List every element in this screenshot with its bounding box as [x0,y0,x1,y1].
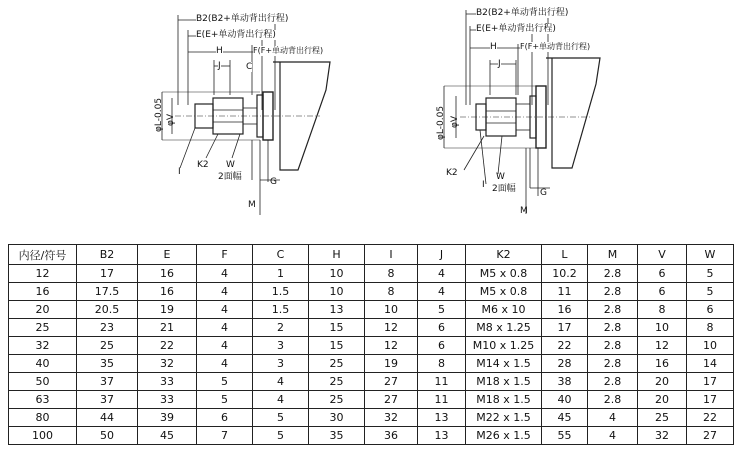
table-cell: 2.8 [588,283,638,301]
column-header: F [197,245,253,265]
table-cell: 11 [418,391,466,409]
table-cell: 6 [638,265,687,283]
table-cell: 20 [9,301,77,319]
table-cell: 17.5 [77,283,138,301]
table-cell: M14 x 1.5 [466,355,542,373]
table-cell: 25 [309,373,365,391]
table-cell: 13 [418,409,466,427]
table-cell: 5 [418,301,466,319]
table-cell: 4 [197,355,253,373]
column-header: 内径/符号 [9,245,77,265]
table-cell: 6 [687,301,734,319]
table-cell: 1 [253,265,309,283]
dim-w: W [226,160,235,170]
table-cell: 12 [9,265,77,283]
dim-h: H [216,46,223,56]
table-cell: 8 [687,319,734,337]
dim-k2: K2 [446,168,458,178]
dim-b2: B2(B2+单动背出行程) [476,8,569,18]
table-cell: 32 [638,427,687,445]
table-cell: M10 x 1.25 [466,337,542,355]
table-cell: 5 [197,391,253,409]
table-row [9,319,734,337]
table-cell: 6 [197,409,253,427]
dim-g: G [270,177,277,187]
dim-i: I [178,167,181,177]
table-cell: 2.8 [588,265,638,283]
dim-f: F(F+单动背出行程) [520,42,591,51]
table-cell: 45 [138,427,197,445]
table-cell: 13 [418,427,466,445]
table-row [9,391,734,409]
table-cell: 2.8 [588,301,638,319]
table-cell: 3 [253,355,309,373]
table-cell: 4 [253,391,309,409]
dim-j: J [218,61,221,71]
table-cell: 25 [9,319,77,337]
dim-b2: B2(B2+单动背出行程) [196,14,289,24]
table-row [9,301,734,319]
table-cell: M18 x 1.5 [466,373,542,391]
dim-g: G [540,188,547,198]
table-cell: 5 [253,427,309,445]
table-cell: 12 [638,337,687,355]
table-cell: 14 [687,355,734,373]
table-cell: 35 [77,355,138,373]
table-cell: 32 [9,337,77,355]
table-cell: 10 [309,265,365,283]
table-cell: 4 [197,301,253,319]
table-cell: 5 [687,283,734,301]
table-cell: 19 [365,355,418,373]
drawing-right [420,0,630,225]
table-cell: 40 [9,355,77,373]
column-header: I [365,245,418,265]
column-header: J [418,245,466,265]
dim-m: M [520,206,528,216]
table-row [9,283,734,301]
column-header: H [309,245,365,265]
table-row [9,355,734,373]
dim-k2: K2 [197,160,209,170]
table-body [9,265,734,445]
table-cell: 6 [418,319,466,337]
table-cell: 6 [418,337,466,355]
table-cell: 13 [309,301,365,319]
table-cell: M8 x 1.25 [466,319,542,337]
table-cell: 20.5 [77,301,138,319]
table-cell: 22 [687,409,734,427]
table-cell: 15 [309,319,365,337]
table-cell: 10 [309,283,365,301]
table-cell: 1.5 [253,301,309,319]
column-header: M [588,245,638,265]
dim-m: M [248,200,256,210]
drawing-left [140,0,350,225]
table-cell: 32 [138,355,197,373]
table-cell: 40 [542,391,588,409]
table-cell: 2.8 [588,391,638,409]
table-cell: 63 [9,391,77,409]
table-row [9,427,734,445]
spec-table [8,244,734,445]
table-cell: 12 [365,337,418,355]
table-cell: 19 [138,301,197,319]
table-cell: 80 [9,409,77,427]
table-cell: 2.8 [588,337,638,355]
table-cell: 25 [309,355,365,373]
table-cell: 1.5 [253,283,309,301]
table-cell: 25 [77,337,138,355]
dim-j: J [498,59,501,69]
table-cell: 8 [418,355,466,373]
table-cell: 28 [542,355,588,373]
column-header: K2 [466,245,542,265]
table-cell: 8 [365,265,418,283]
table-cell: 35 [309,427,365,445]
table-cell: 27 [365,373,418,391]
table-cell: 16 [9,283,77,301]
table-header-row [9,245,734,265]
table-row [9,409,734,427]
table-cell: 17 [687,373,734,391]
table-cell: 33 [138,391,197,409]
dim-w: W [496,172,505,182]
dim-w2: 2面幅 [492,184,516,194]
table-cell: 21 [138,319,197,337]
dim-l: φL-0.05 [154,97,164,132]
column-header: L [542,245,588,265]
table-cell: 10 [687,337,734,355]
table-cell: 16 [138,265,197,283]
table-cell: 37 [77,391,138,409]
table-cell: 20 [638,391,687,409]
table-cell: 3 [253,337,309,355]
table-cell: 44 [77,409,138,427]
dim-v: φV [450,115,460,128]
table-cell: 17 [542,319,588,337]
table-cell: 4 [418,283,466,301]
table-cell: 50 [77,427,138,445]
table-row [9,265,734,283]
table-cell: 27 [687,427,734,445]
dim-e: E(E+单动背出行程) [196,30,276,40]
table-cell: 22 [542,337,588,355]
table-cell: 6 [638,283,687,301]
column-header: B2 [77,245,138,265]
table-cell: 2.8 [588,319,638,337]
table-cell: M5 x 0.8 [466,265,542,283]
table-cell: 17 [77,265,138,283]
table-cell: 4 [418,265,466,283]
table-cell: 11 [418,373,466,391]
table-cell: 10 [365,301,418,319]
table-row [9,373,734,391]
table-cell: 4 [197,319,253,337]
dim-w2: 2面幅 [218,172,242,182]
table-cell: 4 [588,427,638,445]
table-cell: 33 [138,373,197,391]
dim-e: E(E+单动背出行程) [476,24,556,34]
table-cell: 12 [365,319,418,337]
table-cell: 5 [253,409,309,427]
table-cell: 17 [687,391,734,409]
table-cell: 20 [638,373,687,391]
table-cell: 25 [309,391,365,409]
table-cell: 7 [197,427,253,445]
table-cell: M18 x 1.5 [466,391,542,409]
table-cell: 38 [542,373,588,391]
dim-c: C [246,62,253,72]
table-cell: 5 [687,265,734,283]
table-cell: 5 [197,373,253,391]
table-cell: 2.8 [588,373,638,391]
table-cell: 32 [365,409,418,427]
table-cell: 100 [9,427,77,445]
table-cell: 2.8 [588,355,638,373]
table-cell: 2 [253,319,309,337]
table-cell: 39 [138,409,197,427]
table-cell: 4 [588,409,638,427]
column-header: V [638,245,687,265]
table-cell: 25 [638,409,687,427]
dim-l: φL-0.05 [436,105,446,140]
table-cell: 16 [138,283,197,301]
table-cell: 55 [542,427,588,445]
dim-i: I [482,180,485,190]
table-cell: M6 x 10 [466,301,542,319]
table-cell: 22 [138,337,197,355]
table-cell: 4 [197,337,253,355]
dim-f: F(F+单动背出行程) [253,46,324,55]
table-cell: 10.2 [542,265,588,283]
dim-v: φV [166,113,176,126]
table-cell: 50 [9,373,77,391]
table-cell: 30 [309,409,365,427]
table-cell: 4 [253,373,309,391]
table-cell: 36 [365,427,418,445]
table-cell: 4 [197,283,253,301]
table-cell: 8 [365,283,418,301]
table-cell: 16 [638,355,687,373]
table-cell: 37 [77,373,138,391]
column-header: C [253,245,309,265]
table-cell: M26 x 1.5 [466,427,542,445]
table-row [9,337,734,355]
table-cell: 16 [542,301,588,319]
table-cell: 15 [309,337,365,355]
column-header: W [687,245,734,265]
dim-h: H [490,42,497,52]
table-cell: M22 x 1.5 [466,409,542,427]
table-cell: 10 [638,319,687,337]
table-cell: 4 [197,265,253,283]
table-cell: 45 [542,409,588,427]
table-cell: 11 [542,283,588,301]
column-header: E [138,245,197,265]
table-cell: 27 [365,391,418,409]
table-cell: 23 [77,319,138,337]
table-cell: 8 [638,301,687,319]
table-cell: M5 x 0.8 [466,283,542,301]
